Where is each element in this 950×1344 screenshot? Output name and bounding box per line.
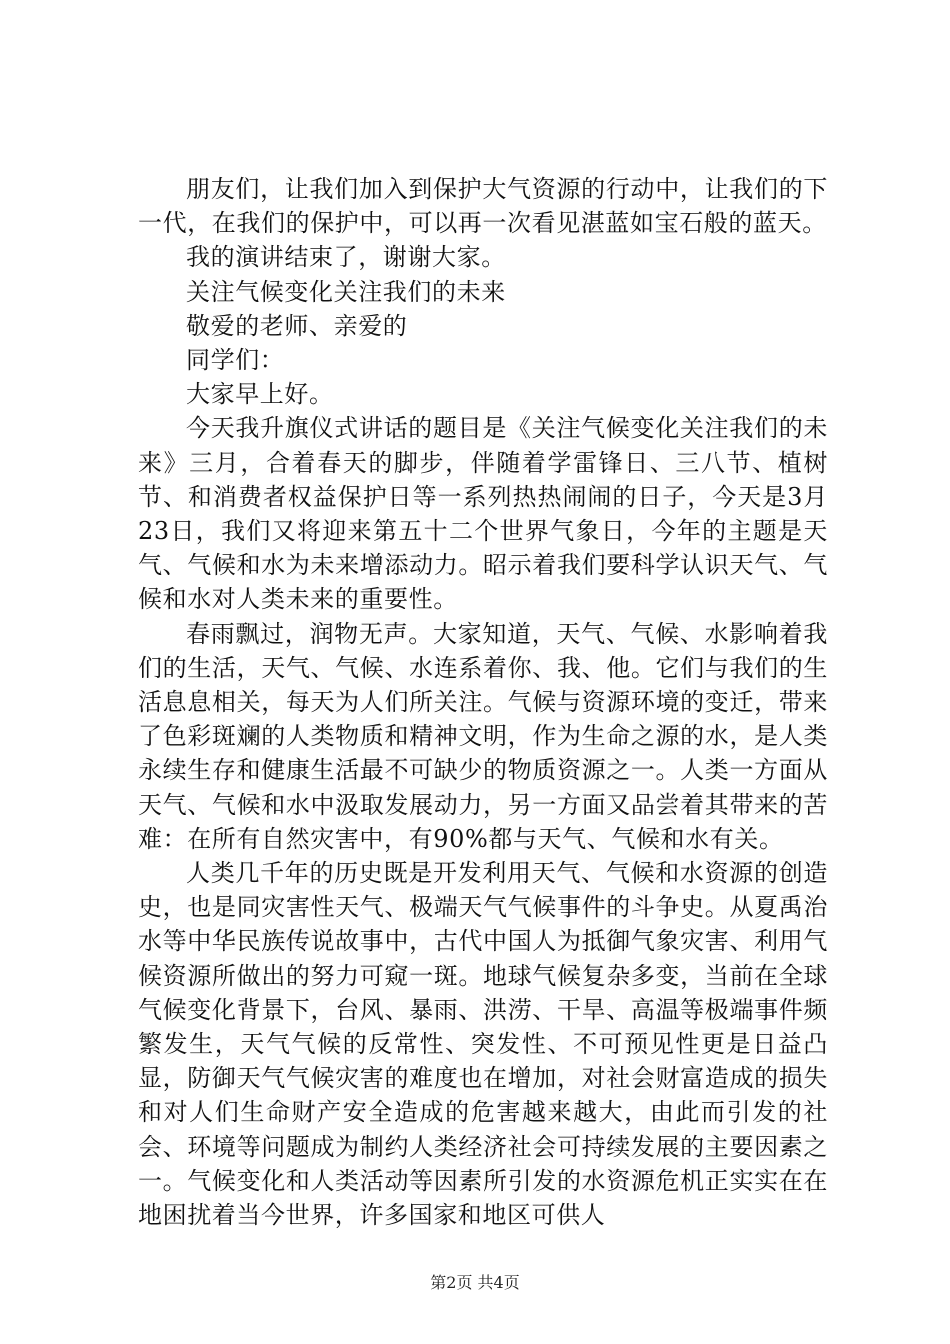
paragraph: 朋友们，让我们加入到保护大气资源的行动中，让我们的下一代，在我们的保护中，可以再一次看见湛蓝如宝石般的蓝天。 bbox=[138, 175, 828, 238]
paragraph: 人类几千年的历史既是开发利用天气、气候和水资源的创造史，也是同灾害性天气、极端天气气候事件的斗争史。从夏禹治水等中华民族传说故事中，古代中国人为抵御气象灾害、利用气候资源所做出的努力可窥一斑。地球气候复杂多变，当前在全球气候变化背景下，台风、暴雨、洪涝、干旱、高温等极端事件频繁发生，天气气候的反常性、突发性、不可预见性更是日益凸显，防御天气气候灾害的难度也在增加，对社会财富造成的损失和对人们生命财产安全造成的危害越来越大，由此而引发的社会、环境等问题成为制约人类经济社会可持续发展的主要因素之一。气候变化和人类活动等因素所引发的水资源危机正实实在在地困扰着当今世界，许多国家和地区可供人 bbox=[138, 859, 828, 1230]
paragraph: 春雨飘过，润物无声。大家知道，天气、气候、水影响着我们的生活，天气、气候、水连系着你、我、他。它们与我们的生活息息相关，每天为人们所关注。气候与资源环境的变迁，带来了色彩斑斓的人类物质和精神文明，作为生命之源的水，是人类永续生存和健康生活最不可缺少的物质资源之一。人类一方面从天气、气候和水中汲取发展动力，另一方面又品尝着其带来的苦难：在所有自然灾害中，有90%都与天气、气候和水有关。 bbox=[138, 619, 828, 853]
paragraph: 大家早上好。 bbox=[186, 380, 334, 409]
paragraph: 我的演讲结束了，谢谢大家。 bbox=[186, 243, 506, 272]
paragraph: 同学们： bbox=[186, 346, 285, 375]
paragraph: 敬爱的老师、亲爱的 bbox=[186, 311, 408, 340]
document-body bbox=[138, 172, 828, 1232]
paragraph: 关注气候变化关注我们的未来 bbox=[186, 277, 506, 306]
page-number-footer: 第2页 共4页 bbox=[430, 1273, 520, 1292]
paragraph: 今天我升旗仪式讲话的题目是《关注气候变化关注我们的未来》三月，合着春天的脚步，伴随着学雷锋日、三八节、植树节、和消费者权益保护日等一系列热热闹闹的日子，今天是3月23日，我们又将迎来第五十二个世界气象日，今年的主题是天气、气候和水为未来增添动力。昭示着我们要科学认识天气、气候和水对人类未来的重要性。 bbox=[138, 414, 828, 614]
